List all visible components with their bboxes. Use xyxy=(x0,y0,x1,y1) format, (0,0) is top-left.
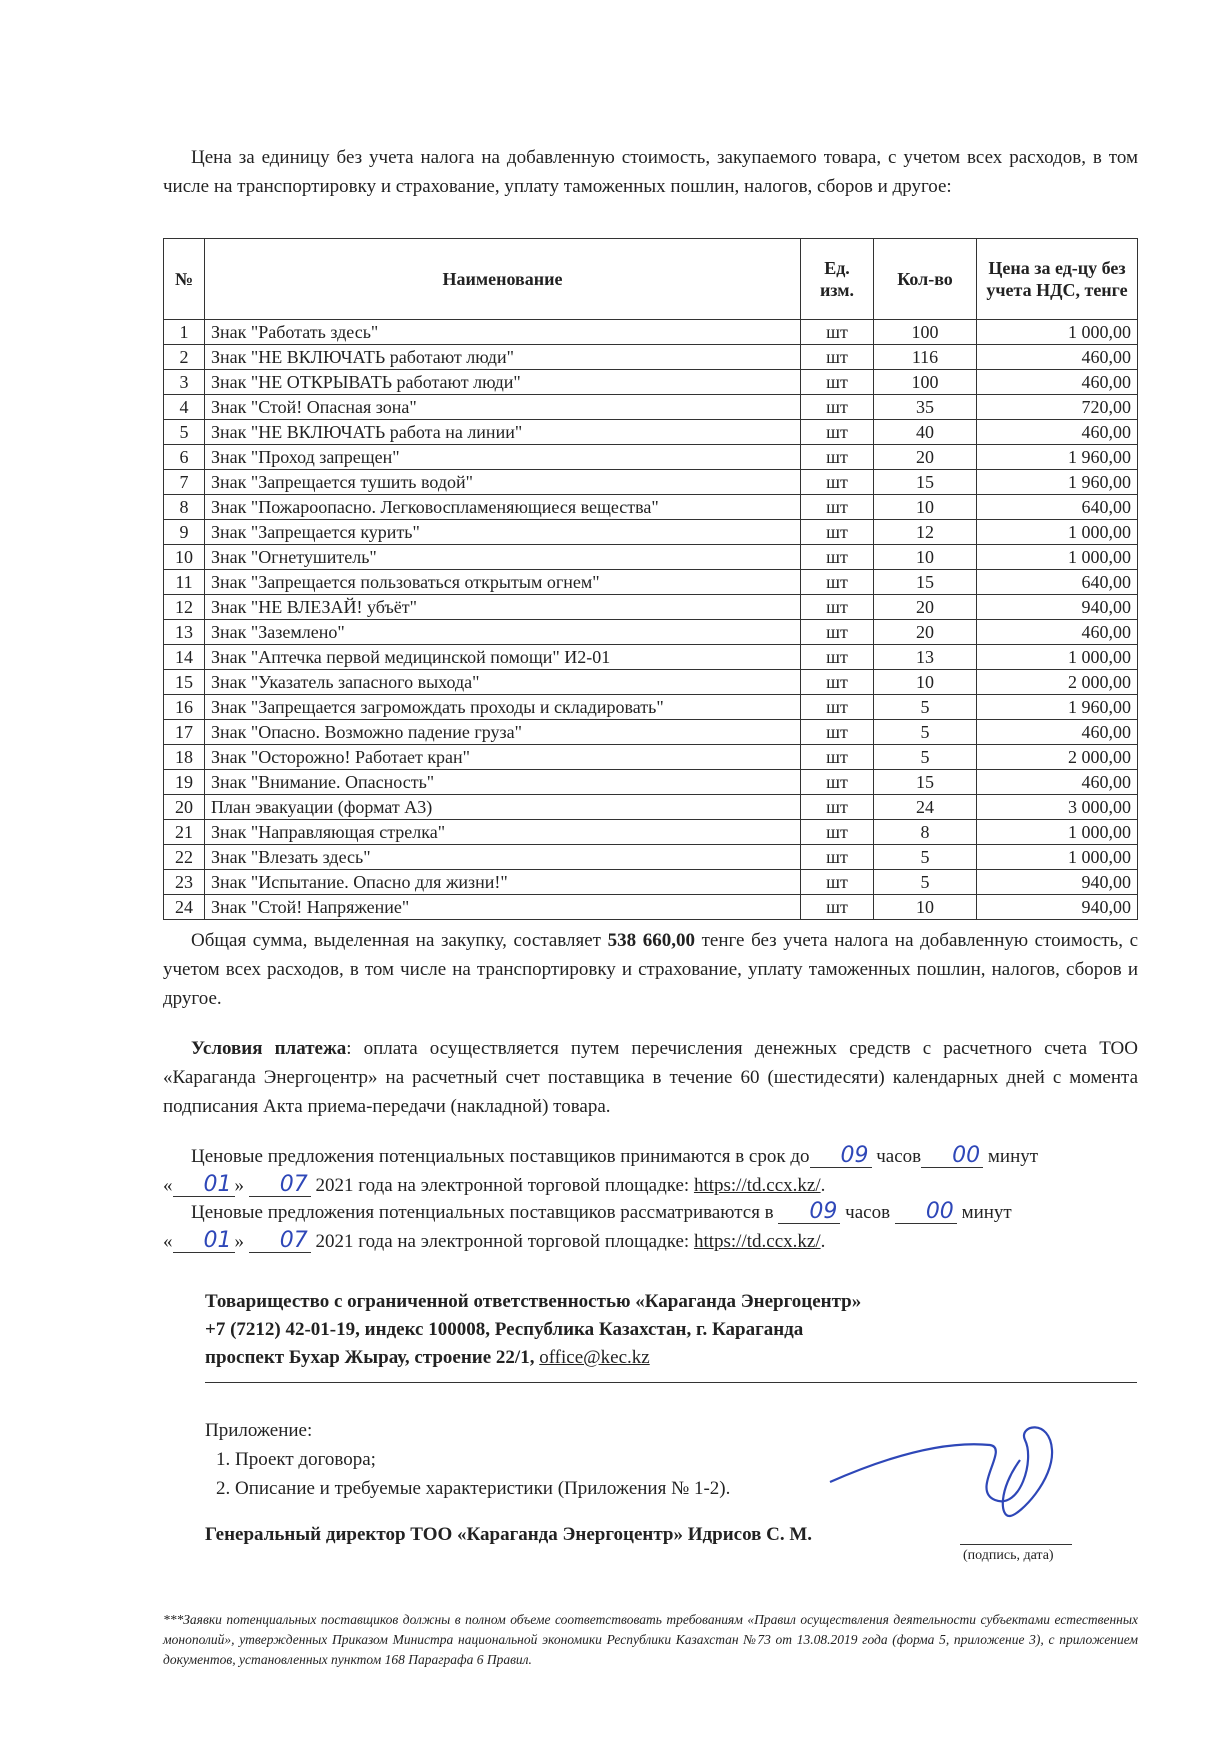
header-unit: Ед. изм. xyxy=(801,239,874,320)
header-num: № xyxy=(164,239,205,320)
deadline-end: . xyxy=(820,1175,826,1196)
cell-unit: шт xyxy=(801,495,874,520)
cell-qty: 20 xyxy=(874,620,977,645)
cell-unit: шт xyxy=(801,470,874,495)
cell-name: Знак "НЕ ОТКРЫВАТЬ работают люди" xyxy=(205,370,801,395)
cell-num: 16 xyxy=(164,695,205,720)
deadline-hours: 09 xyxy=(810,1145,872,1168)
cell-num: 1 xyxy=(164,320,205,345)
cell-unit: шт xyxy=(801,620,874,645)
cell-num: 5 xyxy=(164,420,205,445)
company-address xyxy=(205,1344,1105,1372)
table-row xyxy=(164,445,1138,470)
cell-num: 9 xyxy=(164,520,205,545)
cell-unit: шт xyxy=(801,795,874,820)
cell-num: 14 xyxy=(164,645,205,670)
cell-unit: шт xyxy=(801,595,874,620)
company-contacts: +7 (7212) 42-01-19, индекс 100008, Республика Казахстан, г. Караганда xyxy=(205,1319,804,1340)
cell-price: 460,00 xyxy=(977,420,1138,445)
review-month: 07 xyxy=(249,1230,311,1253)
cell-unit: шт xyxy=(801,520,874,545)
footnote: ***Заявки потенциальных поставщиков должны в полном объеме соответствовать требованиям «Правил осуществления деятельности субъектами естественных монополий», утвержденных Приказом Министра национальной экономики Республики Казахстан №73 от 13.08.2019 года (форма 5, приложение 3), с приложением документов, установленных пунктом 168 Параграфа 6 Правил. xyxy=(163,1612,1138,1667)
cell-name: Знак "Огнетушитель" xyxy=(205,545,801,570)
deadline-year-text: 2021 года на электронной торговой площадке: xyxy=(315,1175,694,1196)
payment-paragraph xyxy=(163,1034,1138,1121)
cell-unit: шт xyxy=(801,545,874,570)
director-line: Генеральный директор ТОО «Караганда Энергоцентр» Идрисов С. М. xyxy=(205,1524,813,1545)
cell-name: Знак "Запрещается пользоваться открытым огнем" xyxy=(205,570,801,595)
table-row xyxy=(164,370,1138,395)
table-row xyxy=(164,795,1138,820)
cell-name: Знак "Указатель запасного выхода" xyxy=(205,670,801,695)
cell-price: 460,00 xyxy=(977,770,1138,795)
cell-name: Знак "Работать здесь" xyxy=(205,320,801,345)
cell-unit: шт xyxy=(801,420,874,445)
cell-num: 18 xyxy=(164,745,205,770)
review-end: . xyxy=(820,1231,826,1252)
table-row xyxy=(164,870,1138,895)
cell-unit: шт xyxy=(801,320,874,345)
payment-text: : оплата осуществляется путем перечисления денежных средств с расчетного счета ТОО «Караганда Энергоцентр» на расчетный счет поставщика в течение 60 (шестидесяти) календарных дней с момента подписания Акта приема-передачи (накладной) товара. xyxy=(163,1038,1138,1117)
table-row xyxy=(164,495,1138,520)
cell-price: 460,00 xyxy=(977,620,1138,645)
cell-unit: шт xyxy=(801,720,874,745)
cell-price: 460,00 xyxy=(977,345,1138,370)
review-year-text: 2021 года на электронной торговой площадке: xyxy=(315,1231,694,1252)
review-hours-word: часов xyxy=(845,1202,891,1223)
deadline-url-link[interactable]: https://td.ccx.kz/ xyxy=(693,1175,821,1196)
cell-name: Знак "Направляющая стрелка" xyxy=(205,820,801,845)
deadline-quote-open: « xyxy=(163,1175,173,1196)
cell-name: Знак "Осторожно! Работает кран" xyxy=(205,745,801,770)
deadline-quote-close: » xyxy=(234,1175,244,1196)
total-after: тенге без учета налога на добавленную стоимость, с учетом всех расходов, в том числе на транспортировку и страхование, уплату таможенных пошлин, налогов, сборов и другое. xyxy=(163,930,1139,1009)
cell-qty: 10 xyxy=(874,895,977,920)
table-header-row xyxy=(164,239,1138,320)
deadline-text: Ценовые предложения потенциальных поставщиков принимаются в срок до xyxy=(191,1146,810,1167)
separator-line xyxy=(205,1382,1137,1383)
cell-price: 720,00 xyxy=(977,395,1138,420)
cell-num: 24 xyxy=(164,895,205,920)
cell-price: 1 000,00 xyxy=(977,645,1138,670)
company-name: Товарищество с ограниченной ответственностью «Караганда Энергоцентр» xyxy=(205,1291,862,1312)
table-row xyxy=(164,745,1138,770)
cell-qty: 8 xyxy=(874,820,977,845)
cell-unit: шт xyxy=(801,895,874,920)
cell-qty: 20 xyxy=(874,445,977,470)
cell-qty: 15 xyxy=(874,570,977,595)
appendix-title: Приложение: xyxy=(205,1420,313,1441)
review-url-link[interactable]: https://td.ccx.kz/ xyxy=(693,1231,821,1252)
cell-qty: 40 xyxy=(874,420,977,445)
table-row xyxy=(164,770,1138,795)
cell-qty: 12 xyxy=(874,520,977,545)
cell-name: Знак "Запрещается тушить водой" xyxy=(205,470,801,495)
cell-qty: 5 xyxy=(874,720,977,745)
deadline-hours-word: часов xyxy=(876,1146,922,1167)
cell-num: 11 xyxy=(164,570,205,595)
review-minutes: 00 xyxy=(895,1201,957,1224)
table-row xyxy=(164,645,1138,670)
cell-price: 940,00 xyxy=(977,895,1138,920)
cell-price: 1 960,00 xyxy=(977,470,1138,495)
cell-price: 1 000,00 xyxy=(977,820,1138,845)
cell-unit: шт xyxy=(801,645,874,670)
table-row xyxy=(164,570,1138,595)
cell-num: 10 xyxy=(164,545,205,570)
deadline-month: 07 xyxy=(249,1174,311,1197)
cell-num: 4 xyxy=(164,395,205,420)
cell-num: 13 xyxy=(164,620,205,645)
intro-paragraph: Цена за единицу без учета налога на добавленную стоимость, закупаемого товара, с учетом всех расходов, в том числе на транспортировку и страхование, уплату таможенных пошлин, налогов, сборов и другое: xyxy=(163,147,1138,197)
cell-unit: шт xyxy=(801,770,874,795)
cell-unit: шт xyxy=(801,870,874,895)
cell-qty: 100 xyxy=(874,320,977,345)
cell-price: 1 000,00 xyxy=(977,520,1138,545)
cell-price: 2 000,00 xyxy=(977,745,1138,770)
cell-unit: шт xyxy=(801,845,874,870)
cell-unit: шт xyxy=(801,570,874,595)
cell-name: Знак "НЕ ВЛЕЗАЙ! убъёт" xyxy=(205,595,801,620)
review-paragraph xyxy=(163,1198,1138,1256)
deadline-paragraph xyxy=(163,1142,1138,1200)
cell-qty: 15 xyxy=(874,770,977,795)
total-amount: 538 660,00 xyxy=(607,930,695,951)
cell-qty: 5 xyxy=(874,695,977,720)
cell-price: 1 960,00 xyxy=(977,445,1138,470)
cell-num: 23 xyxy=(164,870,205,895)
cell-qty: 13 xyxy=(874,645,977,670)
company-email-link[interactable]: office@kec.kz xyxy=(539,1347,650,1368)
cell-price: 1 000,00 xyxy=(977,845,1138,870)
table-row xyxy=(164,420,1138,445)
cell-name: Знак "Влезать здесь" xyxy=(205,845,801,870)
cell-price: 3 000,00 xyxy=(977,795,1138,820)
cell-num: 7 xyxy=(164,470,205,495)
cell-price: 1 000,00 xyxy=(977,320,1138,345)
cell-unit: шт xyxy=(801,370,874,395)
table-row xyxy=(164,670,1138,695)
cell-qty: 24 xyxy=(874,795,977,820)
table-row xyxy=(164,345,1138,370)
total-paragraph xyxy=(163,926,1138,1013)
review-day: 01 xyxy=(173,1230,235,1253)
table-row xyxy=(164,895,1138,920)
cell-price: 640,00 xyxy=(977,570,1138,595)
cell-name: Знак "Опасно. Возможно падение груза" xyxy=(205,720,801,745)
cell-name: Знак "Аптечка первой медицинской помощи" И2-01 xyxy=(205,645,801,670)
appendix-list xyxy=(205,1445,730,1503)
cell-qty: 116 xyxy=(874,345,977,370)
cell-name: Знак "Испытание. Опасно для жизни!" xyxy=(205,870,801,895)
company-block xyxy=(205,1288,1105,1372)
review-text: Ценовые предложения потенциальных поставщиков рассматриваются в xyxy=(191,1202,774,1223)
cell-num: 2 xyxy=(164,345,205,370)
cell-price: 640,00 xyxy=(977,495,1138,520)
cell-qty: 5 xyxy=(874,870,977,895)
cell-qty: 15 xyxy=(874,470,977,495)
appendix-block xyxy=(205,1416,730,1503)
cell-unit: шт xyxy=(801,695,874,720)
cell-name: Знак "Внимание. Опасность" xyxy=(205,770,801,795)
review-minutes-word: минут xyxy=(961,1202,1012,1223)
cell-unit: шт xyxy=(801,445,874,470)
cell-price: 460,00 xyxy=(977,720,1138,745)
cell-num: 22 xyxy=(164,845,205,870)
table-row xyxy=(164,845,1138,870)
cell-name: Знак "Запрещается загромождать проходы и складировать" xyxy=(205,695,801,720)
cell-unit: шт xyxy=(801,820,874,845)
signature-caption: (подпись, дата) xyxy=(963,1548,1054,1563)
review-hours: 09 xyxy=(778,1201,840,1224)
cell-num: 20 xyxy=(164,795,205,820)
cell-name: Знак "Стой! Напряжение" xyxy=(205,895,801,920)
table-row xyxy=(164,620,1138,645)
table-row xyxy=(164,395,1138,420)
review-quote-close: » xyxy=(234,1231,244,1252)
cell-price: 1 960,00 xyxy=(977,695,1138,720)
appendix-item: 1. Проект договора; xyxy=(235,1445,730,1474)
header-qty: Кол-во xyxy=(874,239,977,320)
cell-num: 6 xyxy=(164,445,205,470)
deadline-minutes: 00 xyxy=(921,1145,983,1168)
cell-qty: 20 xyxy=(874,595,977,620)
cell-name: Знак "НЕ ВКЛЮЧАТЬ работа на линии" xyxy=(205,420,801,445)
header-price: Цена за ед-цу без учета НДС, тенге xyxy=(977,239,1138,320)
cell-qty: 5 xyxy=(874,845,977,870)
table-row xyxy=(164,595,1138,620)
deadline-minutes-word: минут xyxy=(987,1146,1039,1167)
cell-name: Знак "Заземлено" xyxy=(205,620,801,645)
cell-qty: 10 xyxy=(874,670,977,695)
items-table xyxy=(163,238,1138,920)
total-before: Общая сумма, выделенная на закупку, составляет xyxy=(191,930,608,951)
cell-num: 17 xyxy=(164,720,205,745)
table-row xyxy=(164,720,1138,745)
payment-label: Условия платежа xyxy=(191,1038,347,1059)
company-address-text: проспект Бухар Жырау, строение 22/1, xyxy=(205,1347,540,1368)
cell-name: Знак "Пожароопасно. Легковоспламеняющиеся вещества" xyxy=(205,495,801,520)
cell-name: План эвакуации (формат А3) xyxy=(205,795,801,820)
cell-unit: шт xyxy=(801,395,874,420)
cell-unit: шт xyxy=(801,670,874,695)
cell-name: Знак "Запрещается курить" xyxy=(205,520,801,545)
cell-price: 940,00 xyxy=(977,870,1138,895)
signature-scribble xyxy=(820,1420,1080,1520)
cell-unit: шт xyxy=(801,345,874,370)
cell-num: 19 xyxy=(164,770,205,795)
cell-num: 21 xyxy=(164,820,205,845)
cell-price: 1 000,00 xyxy=(977,545,1138,570)
deadline-day: 01 xyxy=(173,1174,235,1197)
cell-num: 15 xyxy=(164,670,205,695)
appendix-item: 2. Описание и требуемые характеристики (Приложения № 1-2). xyxy=(235,1474,730,1503)
cell-qty: 10 xyxy=(874,545,977,570)
cell-name: Знак "НЕ ВКЛЮЧАТЬ работают люди" xyxy=(205,345,801,370)
cell-unit: шт xyxy=(801,745,874,770)
cell-num: 12 xyxy=(164,595,205,620)
cell-name: Знак "Проход запрещен" xyxy=(205,445,801,470)
cell-price: 2 000,00 xyxy=(977,670,1138,695)
cell-num: 8 xyxy=(164,495,205,520)
cell-price: 460,00 xyxy=(977,370,1138,395)
cell-qty: 100 xyxy=(874,370,977,395)
table-row xyxy=(164,520,1138,545)
cell-qty: 35 xyxy=(874,395,977,420)
table-row xyxy=(164,470,1138,495)
review-quote-open: « xyxy=(163,1231,173,1252)
table-row xyxy=(164,820,1138,845)
cell-name: Знак "Стой! Опасная зона" xyxy=(205,395,801,420)
cell-qty: 10 xyxy=(874,495,977,520)
table-row xyxy=(164,545,1138,570)
header-name: Наименование xyxy=(205,239,801,320)
table-row xyxy=(164,695,1138,720)
cell-qty: 5 xyxy=(874,745,977,770)
cell-num: 3 xyxy=(164,370,205,395)
table-row xyxy=(164,320,1138,345)
signature-line xyxy=(960,1544,1072,1545)
cell-price: 940,00 xyxy=(977,595,1138,620)
